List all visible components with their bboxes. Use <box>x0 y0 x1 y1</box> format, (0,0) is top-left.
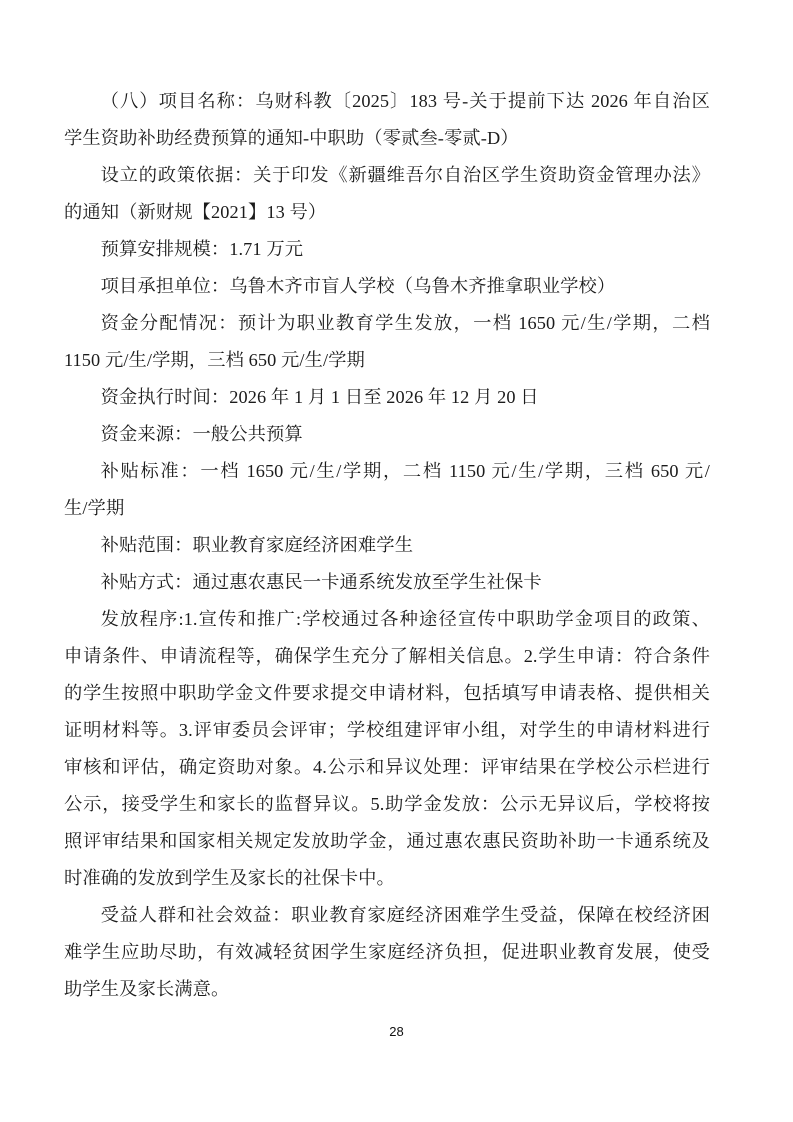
text-line: 补贴范围：职业教育家庭经济困难学生 <box>100 535 414 555</box>
text-line: 设立的政策依据：关于印发《新疆维吾尔自治区学生资助资金管理办法》 <box>100 165 710 185</box>
text-line: 资金执行时间：2026 年 1 月 1 日至 2026 年 12 月 20 日 <box>100 387 539 407</box>
text-line: 资金分配情况：预计为职业教育学生发放，一档 1650 元/生/学期，二档 <box>100 313 710 333</box>
text-line: 公示，接受学生和家长的监督异议。5.助学金发放：公示无异议后，学校将按 <box>64 794 710 814</box>
text-line: 学生资助补助经费预算的通知-中职助（零贰叁-零贰-D） <box>64 128 519 148</box>
text-line: 的通知（新财规【2021】13 号） <box>64 202 327 222</box>
text-line: 补贴方式：通过惠农惠民一卡通系统发放至学生社保卡 <box>100 572 542 592</box>
text-line: 照评审结果和国家相关规定发放助学金，通过惠农惠民资助补助一卡通系统及 <box>64 831 710 851</box>
page-number: 28 <box>389 1024 404 1039</box>
text-line: 难学生应助尽助，有效减轻贫困学生家庭经济负担，促进职业教育发展，使受 <box>64 942 710 962</box>
text-line: 证明材料等。3.评审委员会评审；学校组建评审小组，对学生的申请材料进行 <box>64 720 710 740</box>
text-line: 时准确的发放到学生及家长的社保卡中。 <box>64 868 395 888</box>
text-line: 发放程序:1.宣传和推广:学校通过各种途径宣传中职助学金项目的政策、 <box>100 609 710 629</box>
document-body <box>64 83 710 1008</box>
text-line: 审核和评估，确定资助对象。4.公示和异议处理：评审结果在学校公示栏进行 <box>64 757 710 777</box>
text-line: 申请条件、申请流程等，确保学生充分了解相关信息。2.学生申请：符合条件 <box>64 646 710 666</box>
text-line: 1150 元/生/学期，三档 650 元/生/学期 <box>64 350 365 370</box>
text-line: （八）项目名称：乌财科教〔2025〕183 号-关于提前下达 2026 年自治区 <box>100 91 710 111</box>
page-footer <box>0 1020 793 1044</box>
text-line: 预算安排规模：1.71 万元 <box>100 239 304 259</box>
text-line: 助学生及家长满意。 <box>64 979 230 999</box>
text-line: 生/学期 <box>64 498 125 518</box>
text-line: 受益人群和社会效益：职业教育家庭经济困难学生受益，保障在校经济困 <box>100 905 710 925</box>
text-line: 的学生按照中职助学金文件要求提交申请材料，包括填写申请表格、提供相关 <box>64 683 710 703</box>
text-line: 补贴标准：一档 1650 元/生/学期，二档 1150 元/生/学期，三档 650 元/ <box>100 461 710 481</box>
text-line: 项目承担单位：乌鲁木齐市盲人学校（乌鲁木齐推拿职业学校） <box>100 276 616 296</box>
text-line: 资金来源：一般公共预算 <box>100 424 303 444</box>
